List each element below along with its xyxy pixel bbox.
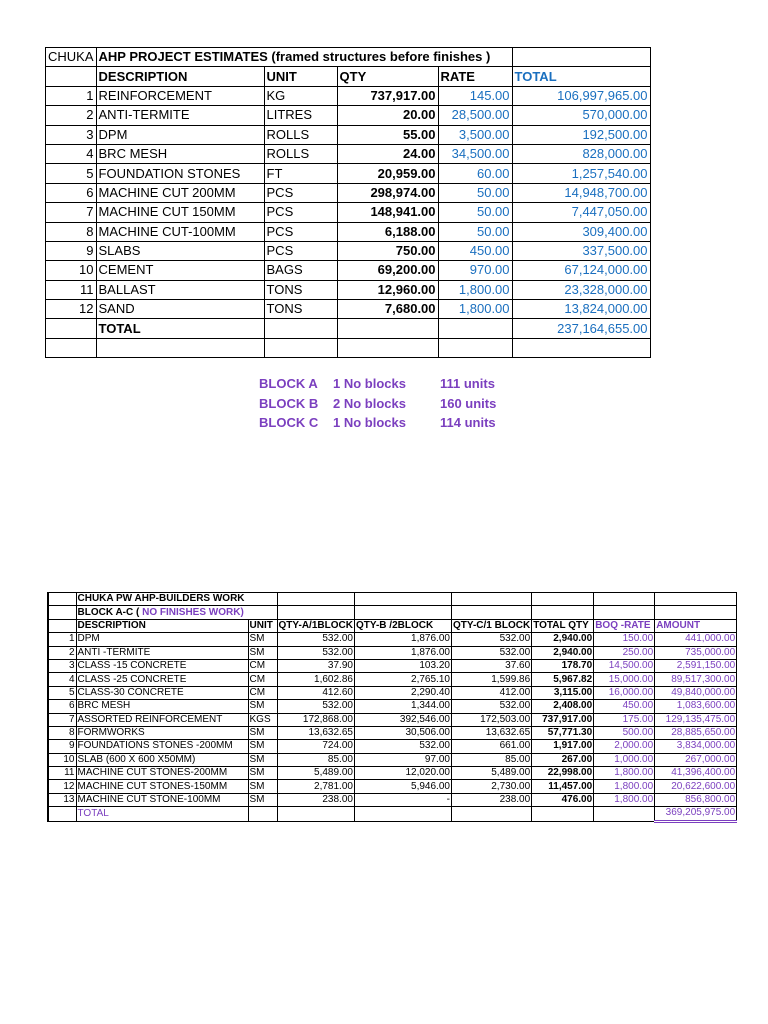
row-description: SLABS (96, 241, 264, 260)
header-unit: UNIT (264, 67, 337, 86)
row-total-qty: 1,917.00 (532, 740, 594, 753)
row-total: 309,400.00 (512, 222, 650, 241)
row-number: 8 (46, 222, 97, 241)
block-row (259, 374, 519, 394)
estimate-title: AHP PROJECT ESTIMATES (framed structures before finishes ) (96, 48, 512, 67)
row-unit: SM (248, 633, 277, 646)
row-qty-c: 661.00 (451, 740, 531, 753)
table-row (48, 740, 737, 753)
row-unit: CM (248, 673, 277, 686)
builders-header-qty-a: QTY-A/1BLOCK (278, 619, 353, 631)
row-unit: SM (248, 780, 277, 793)
builders-title: CHUKA PW AHP-BUILDERS WORK (76, 593, 277, 606)
table-row (46, 183, 651, 202)
grand-total: 237,164,655.00 (512, 319, 650, 338)
block-units: 160 units (440, 395, 497, 411)
row-total-qty: 22,998.00 (532, 767, 594, 780)
row-description: FOUNDATIONS STONES -200MM (76, 740, 248, 753)
row-qty-c: 172,503.00 (451, 713, 531, 726)
row-description: BRC MESH (76, 700, 248, 713)
row-qty-a: 238.00 (277, 793, 354, 806)
row-total: 13,824,000.00 (512, 300, 650, 319)
row-description: CEMENT (96, 261, 264, 280)
total-label: TOTAL (96, 319, 264, 338)
row-total-qty: 11,457.00 (532, 780, 594, 793)
row-total: 23,328,000.00 (512, 280, 650, 299)
builders-header-row (48, 619, 737, 632)
row-amount: 267,000.00 (655, 753, 737, 766)
row-boq-rate: 500.00 (594, 726, 655, 739)
row-qty-b: 103.20 (354, 659, 451, 672)
row-qty-a: 532.00 (277, 646, 354, 659)
header-total: TOTAL (512, 67, 650, 86)
row-number: 10 (48, 753, 76, 766)
row-unit: KG (264, 86, 337, 105)
table-row (48, 659, 737, 672)
row-amount: 441,000.00 (655, 633, 737, 646)
table-row (46, 261, 651, 280)
row-qty-c: 412.00 (451, 686, 531, 699)
row-qty-c: 532.00 (451, 633, 531, 646)
row-description: CLASS -15 CONCRETE (76, 659, 248, 672)
row-description: MACHINE CUT 150MM (96, 203, 264, 222)
row-description: SAND (96, 300, 264, 319)
row-rate: 50.00 (438, 222, 512, 241)
row-qty-c: 2,730.00 (451, 780, 531, 793)
table-row (48, 767, 737, 780)
row-description: CLASS -25 CONCRETE (76, 673, 248, 686)
row-number: 11 (46, 280, 97, 299)
row-number: 11 (48, 767, 76, 780)
table-row (46, 222, 651, 241)
row-unit: TONS (264, 280, 337, 299)
block-row (259, 394, 519, 414)
row-total: 106,997,965.00 (512, 86, 650, 105)
row-description: REINFORCEMENT (96, 86, 264, 105)
row-qty-b: - (354, 793, 451, 806)
builders-header-amount: AMOUNT (655, 619, 737, 632)
builders-header-unit: UNIT (248, 619, 277, 632)
row-rate: 1,800.00 (438, 300, 512, 319)
builders-header-description: DESCRIPTION (76, 619, 248, 632)
row-total-qty: 2,940.00 (532, 646, 594, 659)
row-qty-a: 2,781.00 (277, 780, 354, 793)
block-count: 1 No blocks (333, 376, 406, 391)
row-total: 192,500.00 (512, 125, 650, 144)
header-description: DESCRIPTION (96, 67, 264, 86)
row-description: DPM (76, 633, 248, 646)
row-total: 337,500.00 (512, 241, 650, 260)
builders-header-qty-b: QTY-B /2BLOCK (354, 619, 451, 632)
row-description: BRC MESH (96, 144, 264, 163)
row-rate: 50.00 (438, 203, 512, 222)
row-qty-c: 13,632.65 (451, 726, 531, 739)
row-boq-rate: 15,000.00 (594, 673, 655, 686)
row-boq-rate: 1,000.00 (594, 753, 655, 766)
row-qty-a: 85.00 (277, 753, 354, 766)
builders-total-label: TOTAL (76, 807, 248, 821)
block-row (259, 413, 519, 433)
row-number: 2 (48, 646, 76, 659)
row-number: 12 (48, 780, 76, 793)
row-amount: 89,517,300.00 (655, 673, 737, 686)
block-name: BLOCK C (259, 415, 319, 430)
row-boq-rate: 1,800.00 (594, 767, 655, 780)
table-row (46, 241, 651, 260)
row-unit: LITRES (264, 106, 337, 125)
row-boq-rate: 1,800.00 (594, 780, 655, 793)
row-qty: 750.00 (337, 241, 438, 260)
row-description: CLASS-30 CONCRETE (76, 686, 248, 699)
row-unit: PCS (264, 222, 337, 241)
row-qty: 298,974.00 (337, 183, 438, 202)
row-unit: SM (248, 740, 277, 753)
row-rate: 3,500.00 (438, 125, 512, 144)
row-qty-a: 724.00 (277, 740, 354, 753)
row-amount: 3,834,000.00 (655, 740, 737, 753)
row-unit: KGS (248, 713, 277, 726)
row-qty: 20,959.00 (337, 164, 438, 183)
row-total: 14,948,700.00 (512, 183, 650, 202)
row-unit: PCS (264, 241, 337, 260)
row-total-qty: 57,771.30 (532, 726, 594, 739)
title-prefix: CHUKA (46, 48, 97, 67)
row-rate: 28,500.00 (438, 106, 512, 125)
row-description: MACHINE CUT STONES-150MM (76, 780, 248, 793)
row-amount: 735,000.00 (655, 646, 737, 659)
row-description: DPM (96, 125, 264, 144)
row-qty-b: 12,020.00 (354, 767, 451, 780)
header-row (46, 67, 651, 86)
row-description: ANTI-TERMITE (96, 106, 264, 125)
row-description: BALLAST (96, 280, 264, 299)
row-number: 3 (46, 125, 97, 144)
table-row (46, 164, 651, 183)
row-description: MACHINE CUT STONES-200MM (76, 767, 248, 780)
table-row (48, 753, 737, 766)
table-row (48, 633, 737, 646)
row-qty-b: 5,946.00 (354, 780, 451, 793)
builders-title-row (48, 593, 737, 606)
table-row (46, 125, 651, 144)
row-qty-a: 13,632.65 (277, 726, 354, 739)
table-row (48, 686, 737, 699)
row-amount: 1,083,600.00 (655, 700, 737, 713)
row-rate: 34,500.00 (438, 144, 512, 163)
row-qty-a: 412.60 (277, 686, 354, 699)
builders-grand-total: 369,205,975.00 (655, 807, 737, 821)
row-qty-b: 1,876.00 (354, 633, 451, 646)
row-unit: TONS (264, 300, 337, 319)
table-row (48, 713, 737, 726)
row-unit: SM (248, 726, 277, 739)
table-row (46, 300, 651, 319)
row-number: 13 (48, 793, 76, 806)
header-qty: QTY (337, 67, 438, 86)
row-total-qty: 737,917.00 (532, 713, 594, 726)
row-qty-b: 532.00 (354, 740, 451, 753)
block-units: 114 units (440, 415, 496, 430)
table-row (46, 106, 651, 125)
row-boq-rate: 1,800.00 (594, 793, 655, 806)
row-qty-b: 97.00 (354, 753, 451, 766)
row-description: FOUNDATION STONES (96, 164, 264, 183)
table-row (46, 144, 651, 163)
row-qty-b: 1,344.00 (354, 700, 451, 713)
header-rate: RATE (438, 67, 512, 86)
row-qty-c: 532.00 (451, 646, 531, 659)
builders-subtitle (76, 606, 277, 619)
row-rate: 145.00 (438, 86, 512, 105)
row-number: 10 (46, 261, 97, 280)
row-amount: 129,135,475.00 (655, 713, 737, 726)
empty-row (46, 338, 651, 357)
row-qty-c: 1,599.86 (451, 673, 531, 686)
row-rate: 60.00 (438, 164, 512, 183)
row-number: 6 (46, 183, 97, 202)
row-unit: BAGS (264, 261, 337, 280)
row-total: 7,447,050.00 (512, 203, 650, 222)
table-row (48, 646, 737, 659)
row-qty: 7,680.00 (337, 300, 438, 319)
row-unit: ROLLS (264, 125, 337, 144)
row-number: 1 (48, 633, 76, 646)
row-total-qty: 5,967.82 (532, 673, 594, 686)
row-description: SLAB (600 X 600 X50MM) (76, 753, 248, 766)
row-total: 67,124,000.00 (512, 261, 650, 280)
row-number: 9 (46, 241, 97, 260)
row-number: 5 (48, 686, 76, 699)
row-boq-rate: 175.00 (594, 713, 655, 726)
row-qty-b: 2,290.40 (354, 686, 451, 699)
row-qty: 69,200.00 (337, 261, 438, 280)
row-unit: FT (264, 164, 337, 183)
block-name: BLOCK A (259, 376, 318, 391)
row-number: 4 (48, 673, 76, 686)
row-number: 5 (46, 164, 97, 183)
table-row (48, 700, 737, 713)
row-number: 12 (46, 300, 97, 319)
row-description: FORMWORKS (76, 726, 248, 739)
row-rate: 1,800.00 (438, 280, 512, 299)
row-qty-c: 85.00 (451, 753, 531, 766)
row-total-qty: 267.00 (532, 753, 594, 766)
row-qty-b: 392,546.00 (354, 713, 451, 726)
title-row (46, 48, 651, 67)
row-rate: 50.00 (438, 183, 512, 202)
table-row (48, 726, 737, 739)
row-number: 7 (46, 203, 97, 222)
row-unit: CM (248, 659, 277, 672)
row-qty: 12,960.00 (337, 280, 438, 299)
row-number: 3 (48, 659, 76, 672)
row-total: 828,000.00 (512, 144, 650, 163)
table-row (48, 780, 737, 793)
row-qty: 24.00 (337, 144, 438, 163)
row-qty-b: 30,506.00 (354, 726, 451, 739)
row-amount: 28,885,650.00 (655, 726, 737, 739)
block-name: BLOCK B (259, 395, 319, 411)
block-units: 111 units (440, 376, 495, 391)
builders-subtitle-note: NO FINISHES WORK) (142, 606, 244, 618)
builders-work-table (47, 592, 737, 823)
row-qty-a: 1,602.86 (277, 673, 354, 686)
row-amount: 20,622,600.00 (655, 780, 737, 793)
row-unit: CM (248, 686, 277, 699)
builders-header-boq-rate: BOQ -RATE (594, 619, 655, 632)
row-boq-rate: 150.00 (594, 633, 655, 646)
row-unit: SM (248, 646, 277, 659)
blocks-summary (259, 374, 519, 433)
row-number: 4 (46, 144, 97, 163)
row-total-qty: 2,940.00 (532, 633, 594, 646)
row-unit: SM (248, 767, 277, 780)
row-number: 7 (48, 713, 76, 726)
row-rate: 970.00 (438, 261, 512, 280)
row-boq-rate: 250.00 (594, 646, 655, 659)
row-number: 2 (46, 106, 97, 125)
row-total: 570,000.00 (512, 106, 650, 125)
row-qty-a: 37.90 (277, 659, 354, 672)
row-boq-rate: 450.00 (594, 700, 655, 713)
row-description: ASSORTED REINFORCEMENT (76, 713, 248, 726)
row-qty-c: 238.00 (451, 793, 531, 806)
row-boq-rate: 14,500.00 (594, 659, 655, 672)
row-total-qty: 3,115.00 (532, 686, 594, 699)
row-number: 1 (46, 86, 97, 105)
row-qty-b: 2,765.10 (354, 673, 451, 686)
row-rate: 450.00 (438, 241, 512, 260)
row-qty-c: 532.00 (451, 700, 531, 713)
row-description: MACHINE CUT 200MM (96, 183, 264, 202)
row-total-qty: 2,408.00 (532, 700, 594, 713)
builders-header-total-qty: TOTAL QTY (532, 619, 594, 632)
builders-header-qty-c: QTY-C/1 BLOCK (452, 619, 531, 631)
row-total-qty: 476.00 (532, 793, 594, 806)
table-row (48, 793, 737, 806)
row-qty-b: 1,876.00 (354, 646, 451, 659)
table-row (46, 86, 651, 105)
row-qty: 148,941.00 (337, 203, 438, 222)
builders-subtitle-row (48, 606, 737, 619)
row-boq-rate: 2,000.00 (594, 740, 655, 753)
row-description: MACHINE CUT-100MM (96, 222, 264, 241)
row-unit: PCS (264, 203, 337, 222)
row-qty-a: 172,868.00 (277, 713, 354, 726)
row-qty-a: 532.00 (277, 633, 354, 646)
builders-subtitle-prefix: BLOCK A-C ( (77, 606, 143, 618)
row-amount: 856,800.00 (655, 793, 737, 806)
row-qty: 55.00 (337, 125, 438, 144)
row-unit: SM (248, 753, 277, 766)
row-unit: SM (248, 793, 277, 806)
row-number: 8 (48, 726, 76, 739)
row-qty-a: 5,489.00 (277, 767, 354, 780)
table-row (46, 203, 651, 222)
row-description: MACHINE CUT STONE-100MM (76, 793, 248, 806)
row-total: 1,257,540.00 (512, 164, 650, 183)
row-qty-c: 5,489.00 (451, 767, 531, 780)
row-boq-rate: 16,000.00 (594, 686, 655, 699)
row-number: 9 (48, 740, 76, 753)
project-estimates-table (45, 47, 651, 358)
row-amount: 2,591,150.00 (655, 659, 737, 672)
row-amount: 41,396,400.00 (655, 767, 737, 780)
row-unit: SM (248, 700, 277, 713)
row-qty: 20.00 (337, 106, 438, 125)
row-qty: 6,188.00 (337, 222, 438, 241)
total-row (46, 319, 651, 338)
table-row (46, 280, 651, 299)
block-count: 1 No blocks (333, 415, 406, 430)
row-unit: ROLLS (264, 144, 337, 163)
row-qty: 737,917.00 (337, 86, 438, 105)
row-total-qty: 178.70 (532, 659, 594, 672)
row-number: 6 (48, 700, 76, 713)
row-qty-c: 37.60 (451, 659, 531, 672)
table-row (48, 673, 737, 686)
row-qty-a: 532.00 (277, 700, 354, 713)
builders-total-row (48, 807, 737, 821)
block-count: 2 No blocks (333, 395, 406, 411)
row-description: ANTI -TERMITE (76, 646, 248, 659)
row-amount: 49,840,000.00 (655, 686, 737, 699)
row-unit: PCS (264, 183, 337, 202)
